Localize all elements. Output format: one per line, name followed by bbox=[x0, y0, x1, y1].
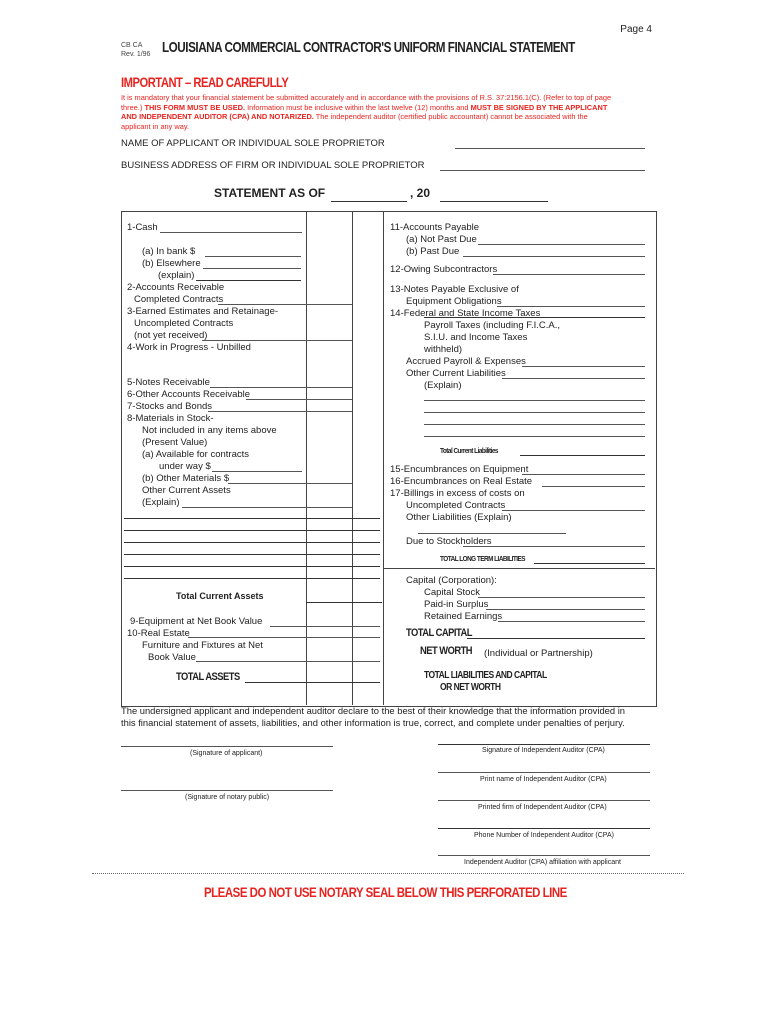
explain-line-1[interactable] bbox=[124, 518, 380, 519]
capital-stock-label: Capital Stock bbox=[424, 587, 480, 598]
in-bank-field[interactable] bbox=[205, 256, 301, 257]
form-revision: Rev. 1/96 bbox=[121, 51, 151, 58]
total-assets-label: TOTAL ASSETS bbox=[176, 671, 240, 683]
declaration bbox=[121, 705, 625, 729]
important-line-1: It is mandatory that your financial statement be submitted accurately and in accordance with the provisions of R.S. 37:2156.1(C). (Refer to top of page bbox=[121, 93, 612, 102]
auditor-signature-field[interactable] bbox=[438, 744, 650, 745]
assets-column-divider-2 bbox=[352, 211, 353, 705]
paid-in-label: Paid-in Surplus bbox=[424, 599, 489, 610]
earned-label: 3-Earned Estimates and Retainage- bbox=[127, 306, 279, 317]
important-line-3: AND INDEPENDENT AUDITOR (CPA) AND NOTARIZED. The independent auditor (certified public accountant) cannot be associated with the bbox=[121, 112, 588, 122]
other-ar-label: 6-Other Accounts Receivable bbox=[127, 389, 251, 400]
capital-corp-label: Capital (Corporation): bbox=[406, 575, 497, 586]
notes-receivable-field[interactable] bbox=[210, 387, 352, 388]
other-ar-field[interactable] bbox=[246, 399, 352, 400]
encumbrances-re-field[interactable] bbox=[542, 486, 645, 487]
cash-label: 1-Cash bbox=[127, 222, 158, 233]
payroll-taxes-label: Payroll Taxes (including F.I.C.A., bbox=[424, 320, 561, 331]
important-line-2: three.) THIS FORM MUST BE USED. Information must be inclusive within the last twelve (12) months and MUST BE SIGNED BY THE APPLICANT bbox=[121, 102, 608, 112]
total-long-term-label: TOTAL LONG TERM LIABILITIES bbox=[440, 554, 526, 563]
other-materials-label: (b) Other Materials $ bbox=[142, 473, 230, 484]
explain-field[interactable] bbox=[196, 280, 301, 281]
owing-label: 12-Owing Subcontractors bbox=[390, 264, 498, 275]
ar-completed-label: Completed Contracts bbox=[134, 294, 224, 305]
paid-in-field[interactable] bbox=[486, 609, 645, 610]
auditor-print-label: Print name of Independent Auditor (CPA) bbox=[480, 776, 607, 783]
liab-explain-line-4[interactable] bbox=[424, 436, 645, 437]
ap-label: 11-Accounts Payable bbox=[390, 222, 480, 233]
statement-year-prefix: , 20 bbox=[410, 186, 431, 200]
billings-uncompleted-label: Uncompleted Contracts bbox=[406, 500, 506, 511]
notary-signature-field[interactable] bbox=[121, 790, 333, 791]
other-liab-field[interactable] bbox=[418, 533, 566, 534]
liab-explain-label: (Explain) bbox=[424, 380, 462, 391]
explain-2-label: (Explain) bbox=[142, 497, 180, 508]
other-current-liab-label: Other Current Liabilities bbox=[406, 368, 506, 379]
liab-explain-line-1[interactable] bbox=[424, 400, 645, 401]
applicant-signature-label: (Signature of applicant) bbox=[190, 750, 263, 757]
net-worth-note: (Individual or Partnership) bbox=[484, 648, 593, 659]
important-text bbox=[121, 93, 661, 131]
not-received-label: (not yet received) bbox=[134, 330, 208, 341]
explain-line-4[interactable] bbox=[124, 554, 380, 555]
or-net-worth-label: OR NET WORTH bbox=[440, 682, 501, 693]
taxes-label: 14-Federal and State Income Taxes bbox=[390, 308, 541, 319]
auditor-phone-field[interactable] bbox=[438, 828, 650, 829]
ar-label: 2-Accounts Receivable bbox=[127, 282, 225, 293]
statement-as-of-label: STATEMENT AS OF bbox=[214, 186, 326, 200]
total-current-liab-label: Total Current Liabilities bbox=[440, 446, 498, 455]
encumbrances-re-label: 16-Encumbrances on Real Estate bbox=[390, 476, 533, 487]
elsewhere-field[interactable] bbox=[203, 268, 301, 269]
retained-field[interactable] bbox=[498, 621, 645, 622]
important-heading: IMPORTANT – READ CAREFULLY bbox=[121, 74, 289, 90]
encumbrances-equip-label: 15-Encumbrances on Equipment bbox=[390, 464, 529, 475]
total-current-liab-field[interactable] bbox=[520, 455, 645, 456]
withheld-label: withheld) bbox=[424, 344, 463, 355]
total-current-assets-label: Total Current Assets bbox=[176, 591, 264, 601]
capital-stock-field[interactable] bbox=[478, 597, 645, 598]
form-title: LOUISIANA COMMERCIAL CONTRACTOR'S UNIFORM FINANCIAL STATEMENT bbox=[162, 39, 575, 56]
address-field[interactable] bbox=[440, 170, 645, 171]
present-value-label: (Present Value) bbox=[142, 437, 208, 448]
retained-label: Retained Earnings bbox=[424, 611, 503, 622]
notary-signature-label: (Signature of notary public) bbox=[185, 794, 270, 801]
accrued-field[interactable] bbox=[522, 366, 645, 367]
explain-line-5[interactable] bbox=[124, 566, 380, 567]
book-value-label: Book Value bbox=[148, 652, 196, 663]
equipment-label: 9-Equipment at Net Book Value bbox=[130, 616, 263, 627]
auditor-firm-label: Printed firm of Independent Auditor (CPA) bbox=[478, 804, 607, 811]
explain-line-2[interactable] bbox=[124, 530, 380, 531]
address-label: BUSINESS ADDRESS OF FIRM OR INDIVIDUAL SOLE PROPRIETOR bbox=[121, 160, 425, 171]
other-materials-field[interactable] bbox=[228, 483, 352, 484]
form-code: CB CA bbox=[121, 42, 143, 49]
other-current-assets-label: Other Current Assets bbox=[142, 485, 231, 496]
notary-warning: PLEASE DO NOT USE NOTARY SEAL BELOW THIS PERFORATED LINE bbox=[204, 884, 567, 900]
other-current-liab-field[interactable] bbox=[502, 378, 645, 379]
accrued-label: Accrued Payroll & Expenses bbox=[406, 356, 526, 367]
past-due-field[interactable] bbox=[463, 256, 645, 257]
auditor-firm-field[interactable] bbox=[438, 800, 650, 801]
explain-2-field[interactable] bbox=[182, 507, 352, 508]
equipment-field[interactable] bbox=[270, 626, 380, 627]
real-estate-field[interactable] bbox=[188, 637, 380, 638]
total-current-assets-field[interactable] bbox=[306, 602, 382, 603]
notes-payable-label: 13-Notes Payable Exclusive of bbox=[390, 284, 519, 295]
explain-line-3[interactable] bbox=[124, 542, 380, 543]
page-number: Page 4 bbox=[620, 24, 652, 35]
name-label: NAME OF APPLICANT OR INDIVIDUAL SOLE PROPRIETOR bbox=[121, 138, 385, 149]
center-divider bbox=[383, 211, 384, 705]
net-worth-label: NET WORTH bbox=[420, 645, 473, 657]
explain-label: (explain) bbox=[158, 270, 195, 281]
stocks-label: 7-Stocks and Bonds bbox=[127, 401, 213, 412]
taxes-underline[interactable] bbox=[424, 317, 645, 318]
furniture-label: Furniture and Fixtures at Net bbox=[142, 640, 263, 651]
name-field[interactable] bbox=[455, 148, 645, 149]
applicant-signature-field[interactable] bbox=[121, 746, 333, 747]
siu-label: S.I.U. and Income Taxes bbox=[424, 332, 528, 343]
not-included-label: Not included in any items above bbox=[142, 425, 277, 436]
equipment-obligations-label: Equipment Obligations bbox=[406, 296, 502, 307]
elsewhere-label: (b) Elsewhere bbox=[142, 258, 201, 269]
declaration-line-2: this financial statement of assets, liabilities, and other information is true, correct, and complete under penalties of perjury. bbox=[121, 717, 625, 728]
billings-label: 17-Billings in excess of costs on bbox=[390, 488, 525, 499]
liab-explain-line-3[interactable] bbox=[424, 424, 645, 425]
statement-date-field[interactable] bbox=[331, 201, 407, 202]
stocks-field[interactable] bbox=[208, 411, 352, 412]
cash-field[interactable] bbox=[160, 232, 302, 233]
notes-receivable-label: 5-Notes Receivable bbox=[127, 377, 210, 388]
due-stockholders-label: Due to Stockholders bbox=[406, 536, 492, 547]
statement-year-field[interactable] bbox=[440, 201, 548, 202]
owing-field[interactable] bbox=[493, 274, 645, 275]
encumbrances-equip-field[interactable] bbox=[522, 474, 645, 475]
not-past-due-field[interactable] bbox=[478, 244, 645, 245]
equipment-obligations-field[interactable] bbox=[497, 306, 645, 307]
important-line-4: applicant in any way. bbox=[121, 121, 190, 131]
total-capital-field[interactable] bbox=[467, 638, 645, 639]
uncompleted-label: Uncompleted Contracts bbox=[134, 318, 234, 329]
under-way-field[interactable] bbox=[212, 471, 302, 472]
not-past-due-label: (a) Not Past Due bbox=[406, 234, 477, 245]
due-stockholders-field[interactable] bbox=[463, 546, 645, 547]
auditor-print-field[interactable] bbox=[438, 772, 650, 773]
declaration-line-1: The undersigned applicant and independent auditor declare to the best of their knowledge that the information provided in bbox=[121, 705, 625, 716]
past-due-label: (b) Past Due bbox=[406, 246, 460, 257]
explain-line-6[interactable] bbox=[124, 578, 380, 579]
auditor-phone-label: Phone Number of Independent Auditor (CPA) bbox=[474, 832, 614, 839]
book-value-field[interactable] bbox=[196, 661, 380, 662]
total-liab-capital-label: TOTAL LIABILITIES AND CAPITAL bbox=[424, 670, 547, 681]
available-label: (a) Available for contracts bbox=[142, 449, 250, 460]
auditor-affiliation-field[interactable] bbox=[438, 855, 650, 856]
capital-divider bbox=[383, 568, 655, 569]
earned-field[interactable] bbox=[202, 340, 352, 341]
wip-label: 4-Work in Progress - Unbilled bbox=[127, 342, 251, 353]
other-liab-label: Other Liabilities (Explain) bbox=[406, 512, 512, 523]
in-bank-label: (a) In bank $ bbox=[142, 246, 196, 257]
real-estate-label: 10-Real Estate bbox=[127, 628, 190, 639]
total-long-term-field[interactable] bbox=[534, 563, 645, 564]
materials-label: 8-Materials in Stock- bbox=[127, 413, 214, 424]
assets-column-divider-1 bbox=[306, 211, 307, 705]
total-capital-label: TOTAL CAPITAL bbox=[406, 627, 472, 639]
auditor-signature-label: Signature of Independent Auditor (CPA) bbox=[482, 747, 605, 754]
perforated-line bbox=[92, 873, 684, 874]
under-way-label: under way $ bbox=[159, 461, 211, 472]
billings-uncompleted-field[interactable] bbox=[502, 510, 645, 511]
liab-explain-line-2[interactable] bbox=[424, 412, 645, 413]
auditor-affiliation-label: Independent Auditor (CPA) affiliation with applicant bbox=[464, 859, 621, 866]
ar-completed-field[interactable] bbox=[218, 304, 352, 305]
total-assets-field[interactable] bbox=[245, 682, 380, 683]
